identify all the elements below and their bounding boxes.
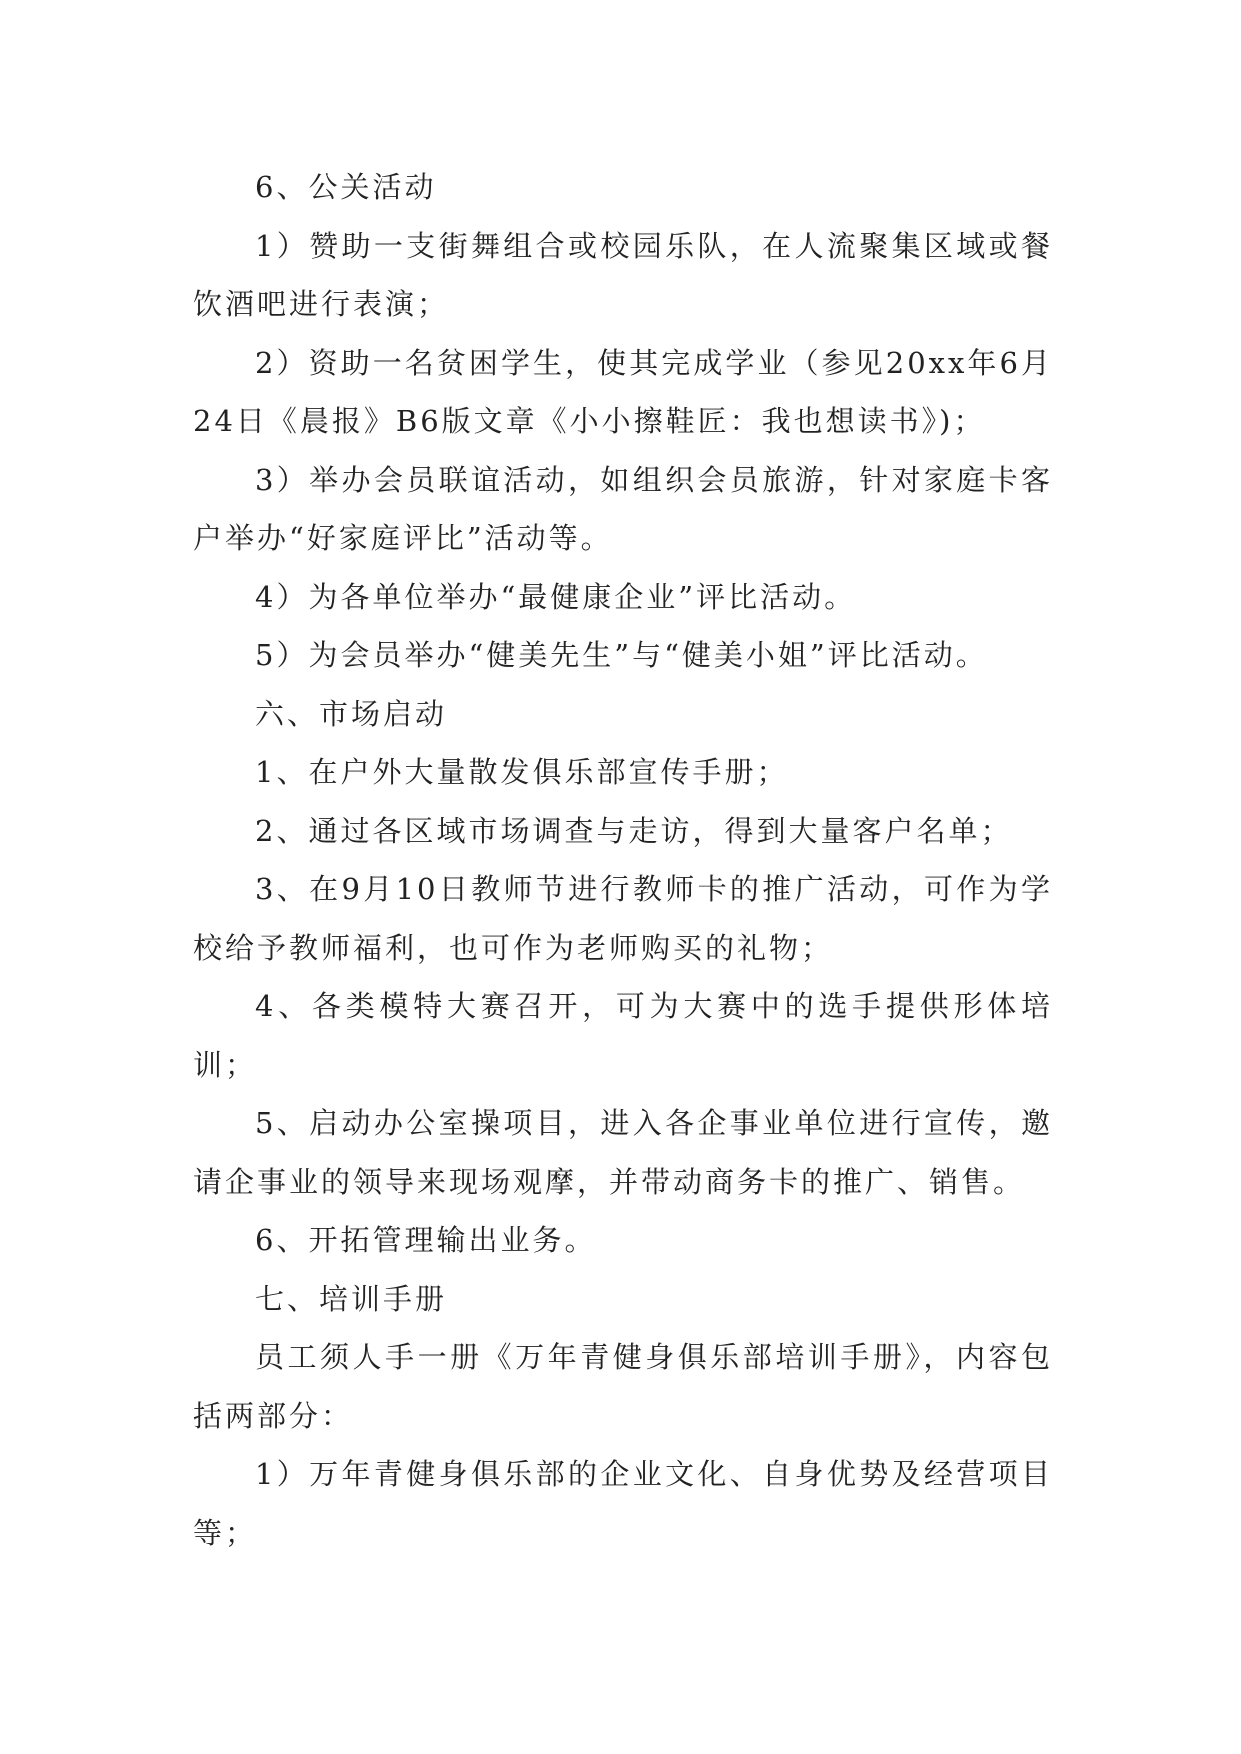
paragraph: 5、启动办公室操项目，进入各企事业单位进行宣传，邀请企事业的领导来现场观摩，并带动商务卡的推广、销售。 (193, 1106, 1053, 1199)
section-heading: 六、市场启动 (255, 696, 448, 731)
paragraph: 1）赞助一支街舞组合或校园乐队，在人流聚集区域或餐饮酒吧进行表演； (193, 228, 1053, 321)
paragraph: 5）为会员举办“健美先生”与“健美小姐”评比活动。 (255, 638, 988, 672)
paragraph: 4、各类模特大赛召开，可为大赛中的选手提供形体培训； (193, 989, 1053, 1082)
paragraph: 1）万年青健身俱乐部的企业文化、自身优势及经营项目等； (193, 1457, 1053, 1550)
paragraph: 4）为各单位举办“最健康企业”评比活动。 (255, 579, 857, 614)
paragraph: 6、公关活动 (255, 170, 437, 204)
paragraph: 3）举办会员联谊活动，如组织会员旅游，针对家庭卡客户举办“好家庭评比”活动等。 (193, 462, 1053, 555)
section-heading: 七、培训手册 (255, 1281, 448, 1316)
paragraph: 6、开拓管理输出业务。 (255, 1223, 597, 1257)
paragraph: 2）资助一名贫困学生，使其完成学业（参见20xx年6月24日《晨报》B6版文章《小小擦鞋匠：我也想读书》)； (193, 345, 1053, 438)
paragraph: 1、在户外大量散发俱乐部宣传手册； (255, 755, 789, 789)
paragraph: 员工须人手一册《万年青健身俱乐部培训手册》，内容包括两部分： (193, 1340, 1053, 1433)
paragraph: 3、在9月10日教师节进行教师卡的推广活动，可作为学校给予教师福利，也可作为老师购买的礼物； (193, 872, 1053, 965)
document-body (193, 158, 1053, 1562)
paragraph: 2、通过各区域市场调查与走访，得到大量客户名单； (255, 813, 1013, 848)
